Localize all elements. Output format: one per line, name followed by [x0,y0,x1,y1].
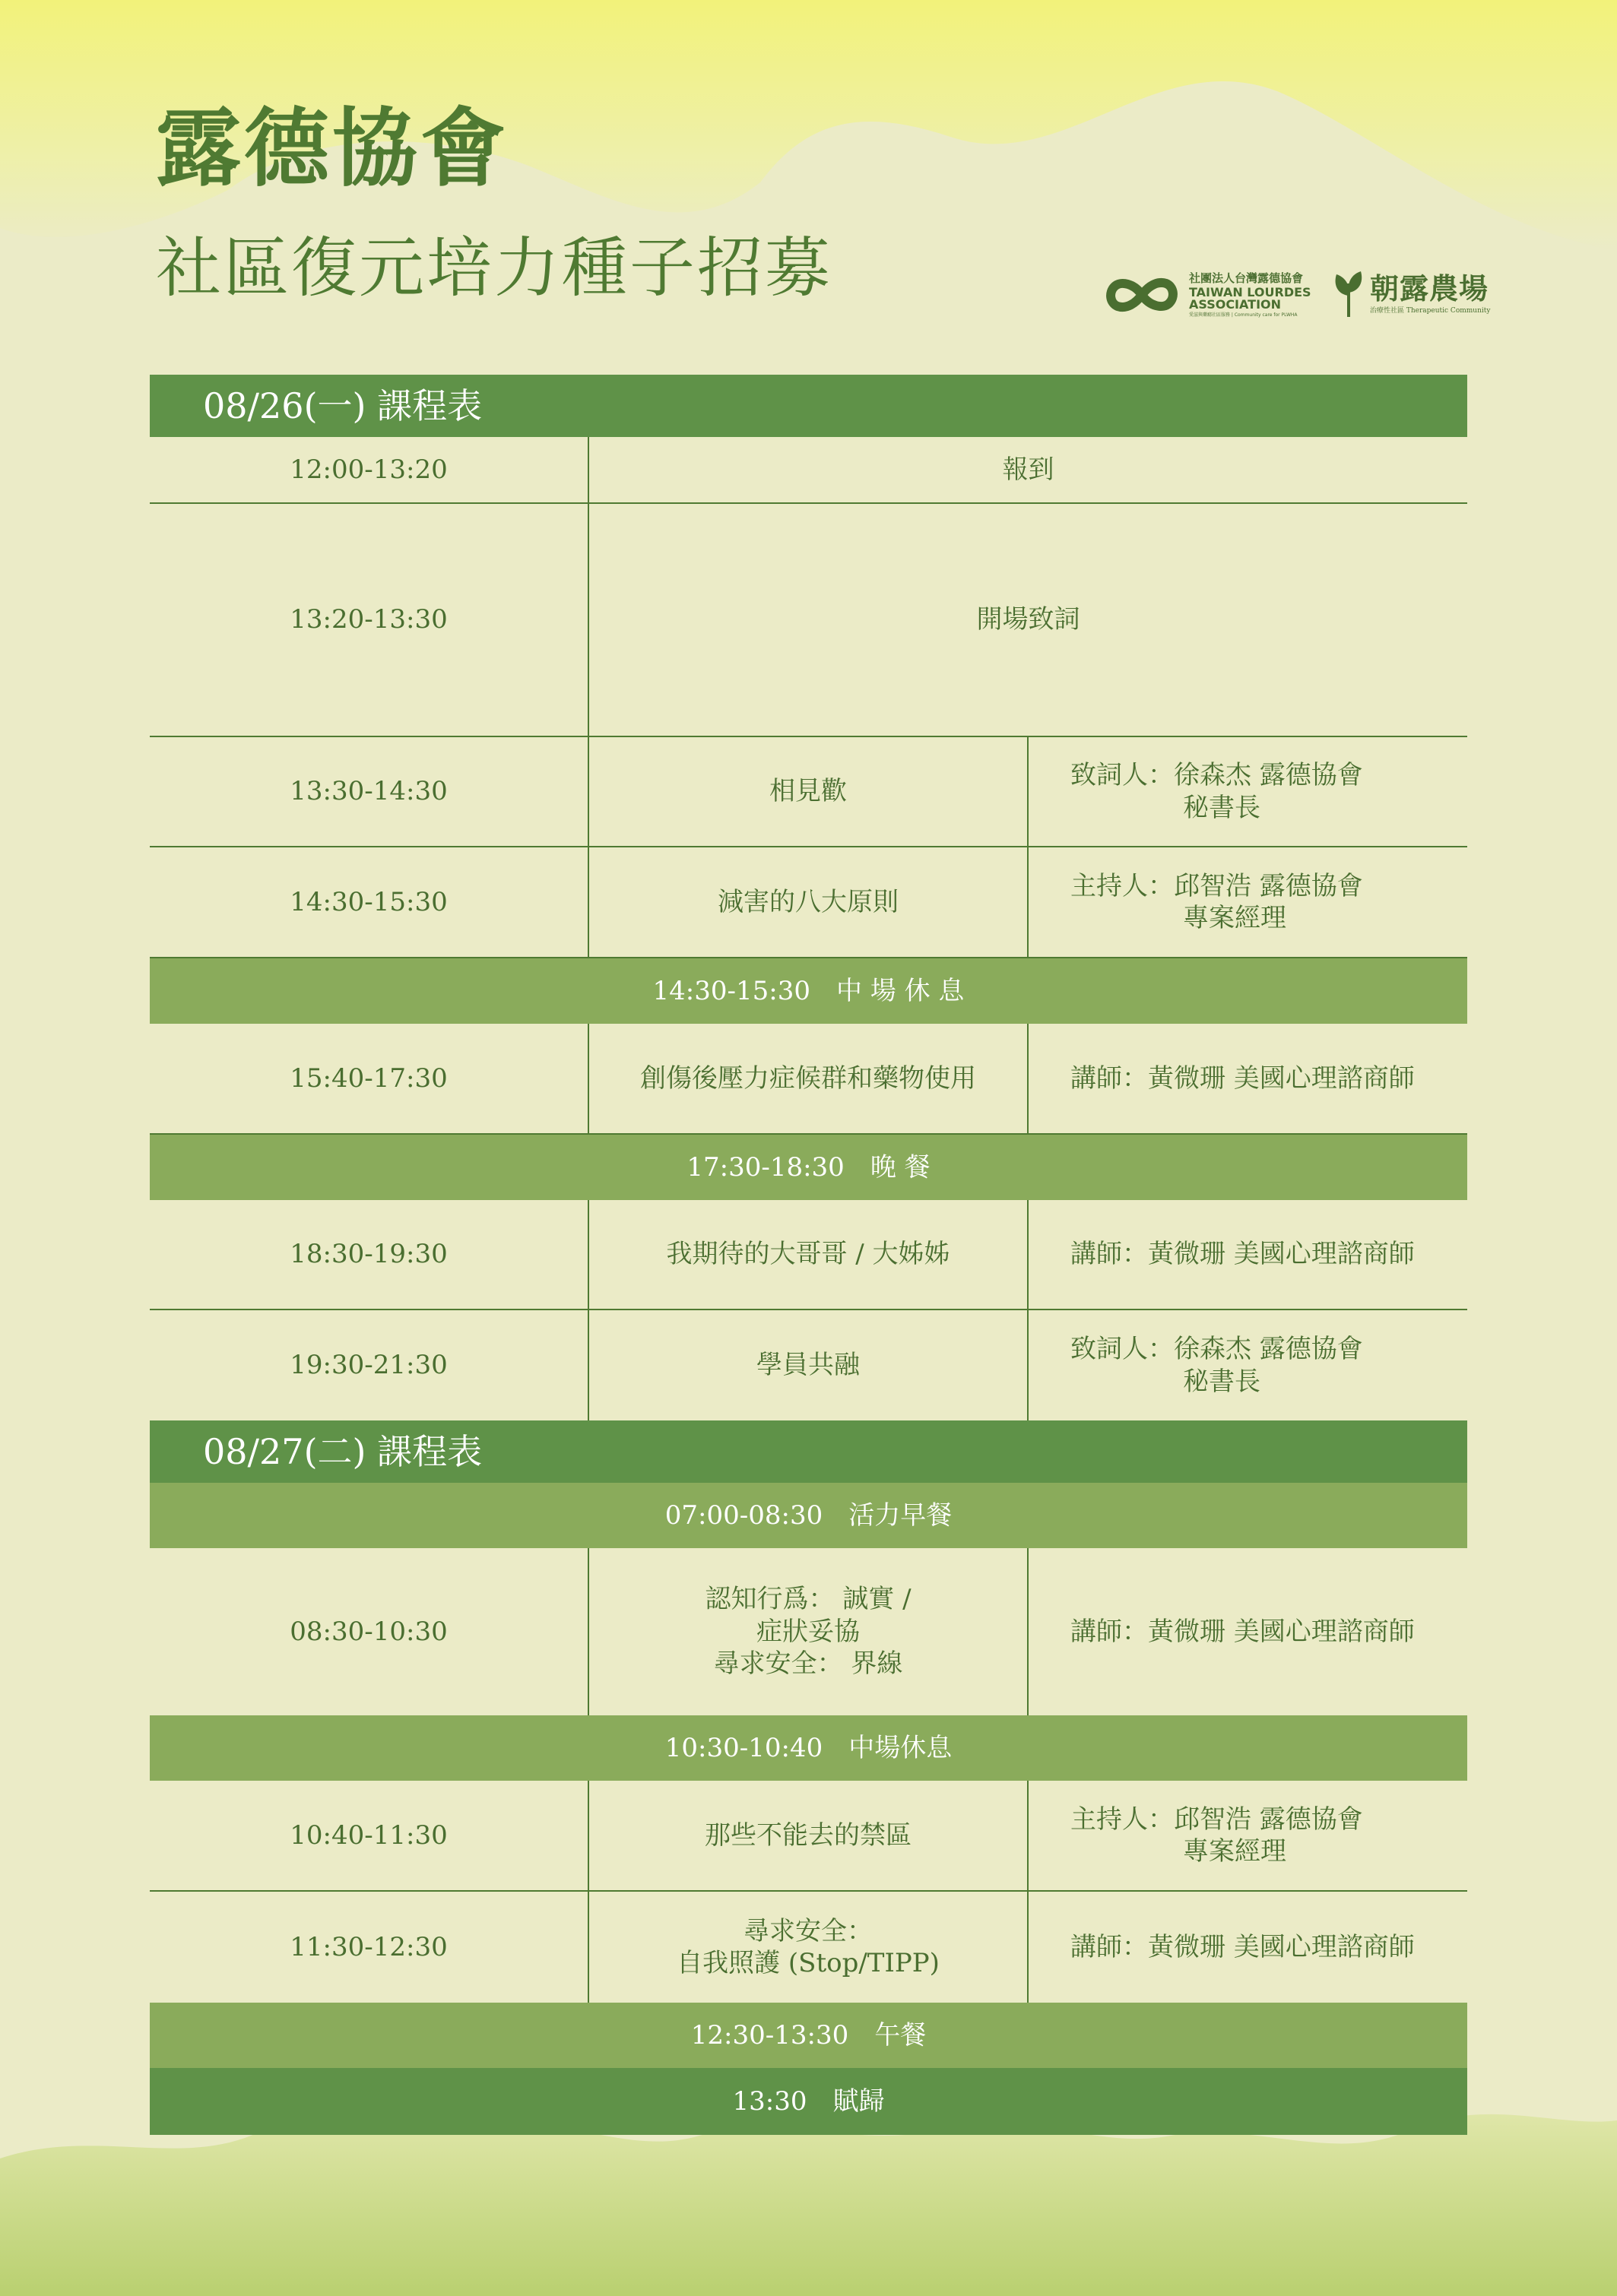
page-title: 露德協會 [156,99,509,198]
time-cell: 18:30-19:30 [150,1200,589,1309]
farm-logo [1332,268,1490,321]
break-time: 13:30 [732,2086,807,2117]
break-time: 12:30-13:30 [690,2020,849,2051]
speaker-cell [1029,1310,1467,1420]
break-label: 中場休息 [848,1733,953,1763]
speaker-name: 主持人：邱智浩 露德協會 [1070,1804,1363,1835]
break-bar [150,1483,1467,1548]
time-cell: 10:40-11:30 [150,1781,589,1890]
time-cell: 13:20-13:30 [150,504,589,736]
day2-header: 08/27(二) 課程表 [150,1420,1467,1483]
lourdes-logo [1104,272,1311,318]
table-row [150,1548,1467,1715]
speaker-cell [1029,1781,1467,1890]
lourdes-logo-line1: 社團法人台灣露德協會 [1189,271,1304,285]
topic-cell: 減害的八大原則 [589,847,1029,957]
break-time: 14:30-15:30 [652,976,810,1006]
lourdes-logo-line4: 愛滋與藥癮社區服務 | Community care for PLWHA [1189,312,1298,318]
break-time: 10:30-10:40 [664,1733,823,1763]
day1-header: 08/26(一) 課程表 [150,375,1467,437]
infinity-icon [1104,276,1180,314]
topic-cell: 報到 [1002,454,1054,485]
topic-cell: 學員共融 [589,1310,1029,1420]
speaker-title: 專案經理 [1183,903,1286,933]
table-row [150,1781,1467,1892]
break-bar [150,958,1467,1024]
topic-cell [589,1892,1029,2003]
topic-line: 自我照護 (Stop/TIPP) [677,1948,940,1978]
leaf-icon [1332,270,1365,318]
farm-logo-tagline: 治療性社區 Therapeutic Community [1370,306,1491,315]
topic-cell: 相見歡 [589,737,1029,846]
speaker-cell: 講師：黃微珊 美國心理諮商師 [1070,1062,1415,1094]
speaker-cell: 講師：黃微珊 美國心理諮商師 [1070,1616,1415,1647]
topic-line: 認知行爲： 誠實 / [705,1584,912,1615]
topic-cell: 那些不能去的禁區 [589,1781,1029,1890]
table-row [150,504,1467,737]
time-cell: 08:30-10:30 [150,1548,589,1715]
table-row [150,437,1467,504]
break-label: 活力早餐 [848,1500,953,1531]
break-time: 17:30-18:30 [686,1152,845,1183]
lourdes-logo-line3: ASSOCIATION [1189,296,1282,312]
speaker-name: 主持人：邱智浩 露德協會 [1070,870,1363,901]
break-label: 晚 餐 [870,1152,931,1183]
break-label: 賦歸 [832,2086,885,2117]
table-row [150,847,1467,958]
topic-line: 症狀妥協 [756,1616,860,1647]
break-label: 午餐 [874,2020,927,2051]
topic-cell: 創傷後壓力症候群和藥物使用 [589,1024,1029,1133]
break-bar [150,1135,1467,1200]
topic-cell [589,1548,1029,1715]
speaker-name: 致詞人：徐森杰 露德協會 [1070,760,1363,790]
table-row [150,1024,1467,1135]
speaker-cell: 講師：黃微珊 美國心理諮商師 [1070,1931,1415,1962]
time-cell: 19:30-21:30 [150,1310,589,1420]
speaker-cell [1029,737,1467,846]
topic-cell: 開場致詞 [976,604,1080,635]
time-cell: 15:40-17:30 [150,1024,589,1133]
break-bar [150,1715,1467,1781]
farm-logo-name: 朝露農場 [1370,271,1489,306]
speaker-title: 專案經理 [1183,1836,1286,1867]
table-row [150,737,1467,847]
topic-line: 尋求安全： [744,1915,873,1946]
time-cell: 14:30-15:30 [150,847,589,957]
table-row [150,1892,1467,2003]
speaker-title: 秘書長 [1183,792,1260,823]
table-row [150,1310,1467,1420]
time-cell: 12:00-13:20 [150,437,589,502]
speaker-cell: 講師：黃微珊 美國心理諮商師 [1070,1239,1415,1270]
time-cell: 13:30-14:30 [150,737,589,846]
topic-line: 尋求安全： 界線 [713,1648,903,1680]
table-row [150,1200,1467,1310]
break-time: 07:00-08:30 [664,1500,823,1531]
speaker-name: 致詞人：徐森杰 露德協會 [1070,1334,1363,1364]
topic-cell: 我期待的大哥哥 / 大姊姊 [589,1200,1029,1309]
page-subtitle: 社區復元培力種子招募 [156,230,832,306]
speaker-cell [1029,847,1467,957]
break-bar [150,2003,1467,2068]
break-label: 中 場 休 息 [836,976,965,1006]
end-bar [150,2068,1467,2135]
lourdes-logo-line2: TAIWAN LOURDES [1189,284,1311,299]
time-cell: 11:30-12:30 [150,1892,589,2003]
schedule-table [150,375,1467,2135]
speaker-title: 秘書長 [1183,1366,1260,1397]
